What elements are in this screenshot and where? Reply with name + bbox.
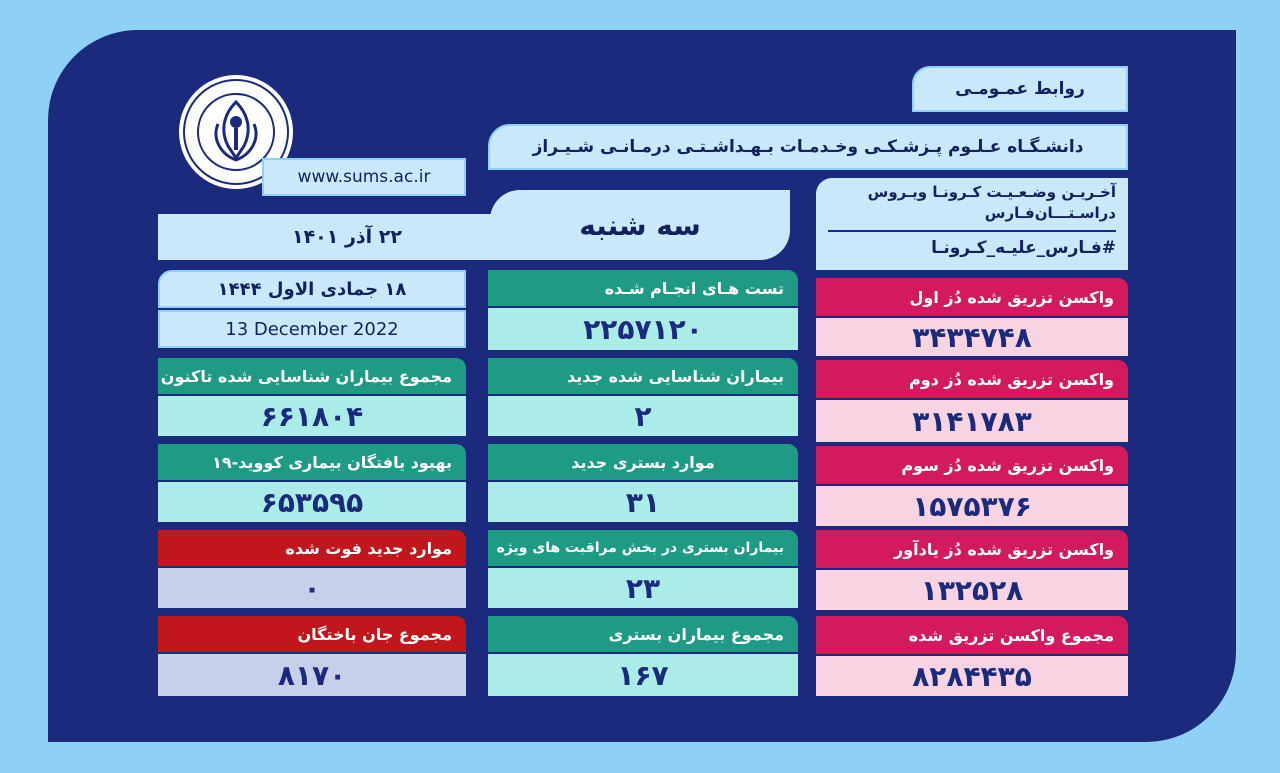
total-identified-label: مجموع بیماران شناسایی شده تاکنون <box>158 358 466 394</box>
new-deaths-value: ۰ <box>158 568 466 608</box>
public-relations-label: روابط عمـومـی <box>912 66 1128 112</box>
booster-value: ۱۳۲۵۲۸ <box>816 570 1128 610</box>
persian-date: ۲۲ آذر ۱۴۰۱ <box>158 214 492 260</box>
dose1-label: واکسن تزریق شده دُز اول <box>816 278 1128 316</box>
total-deaths-label: مجموع جان باختگان <box>158 616 466 652</box>
total-identified-value: ۶۶۱۸۰۴ <box>158 396 466 436</box>
dose2-label: واکسن تزریق شده دُز دوم <box>816 360 1128 398</box>
hijri-date: ۱۸ جمادی الاول ۱۴۴۴ <box>158 270 466 308</box>
dose3-label: واکسن تزریق شده دُز سوم <box>816 446 1128 484</box>
university-name: دانشـگـاه عـلـوم پـزشـکـی وخـدمـات بـهـداشـتـی درمـانـی شـیـراز <box>488 124 1128 170</box>
hashtag: #فـارس_علیـه_کـرونـا <box>828 230 1116 259</box>
dose3-value: ۱۵۷۵۳۷۶ <box>816 486 1128 526</box>
booster-label: واکسن تزریق شده دُز یادآور <box>816 530 1128 568</box>
new-identified-value: ۲ <box>488 396 798 436</box>
latest-status-title: آخـریـن وضـعـیـت کـرونـا ویـروس <box>867 183 1116 201</box>
icu-label: بیماران بستری در بخش مراقبت های ویژه <box>488 530 798 566</box>
dose1-value: ۳۴۳۴۷۴۸ <box>816 318 1128 356</box>
tests-label: تست هـای انجـام شـده <box>488 270 798 306</box>
total-vaccine-label: مجموع واکسن تزریق شده <box>816 616 1128 654</box>
total-hospitalized-label: مجموع بیماران بستری <box>488 616 798 652</box>
day-of-week: سه شنبه <box>490 190 790 260</box>
new-hospitalized-label: موارد بستری جدید <box>488 444 798 480</box>
website-link[interactable]: www.sums.ac.ir <box>262 158 466 196</box>
recovered-value: ۶۵۳۵۹۵ <box>158 482 466 522</box>
icu-value: ۲۳ <box>488 568 798 608</box>
recovered-label: بهبود یافتگان بیماری کووید-۱۹ <box>158 444 466 480</box>
total-hospitalized-value: ۱۶۷ <box>488 654 798 696</box>
tests-value: ۲۲۵۷۱۲۰ <box>488 308 798 350</box>
new-hospitalized-value: ۳۱ <box>488 482 798 522</box>
total-vaccine-value: ۸۲۸۴۴۳۵ <box>816 656 1128 696</box>
new-identified-label: بیماران شناسایی شده جدید <box>488 358 798 394</box>
dose2-value: ۳۱۴۱۷۸۳ <box>816 400 1128 442</box>
gregorian-date: 13 December 2022 <box>158 310 466 348</box>
total-deaths-value: ۸۱۷۰ <box>158 654 466 696</box>
latest-status-box <box>816 178 1128 270</box>
latest-status-province: دراسـتـــان‌فـارس <box>984 204 1116 222</box>
new-deaths-label: موارد جدید فوت شده <box>158 530 466 566</box>
